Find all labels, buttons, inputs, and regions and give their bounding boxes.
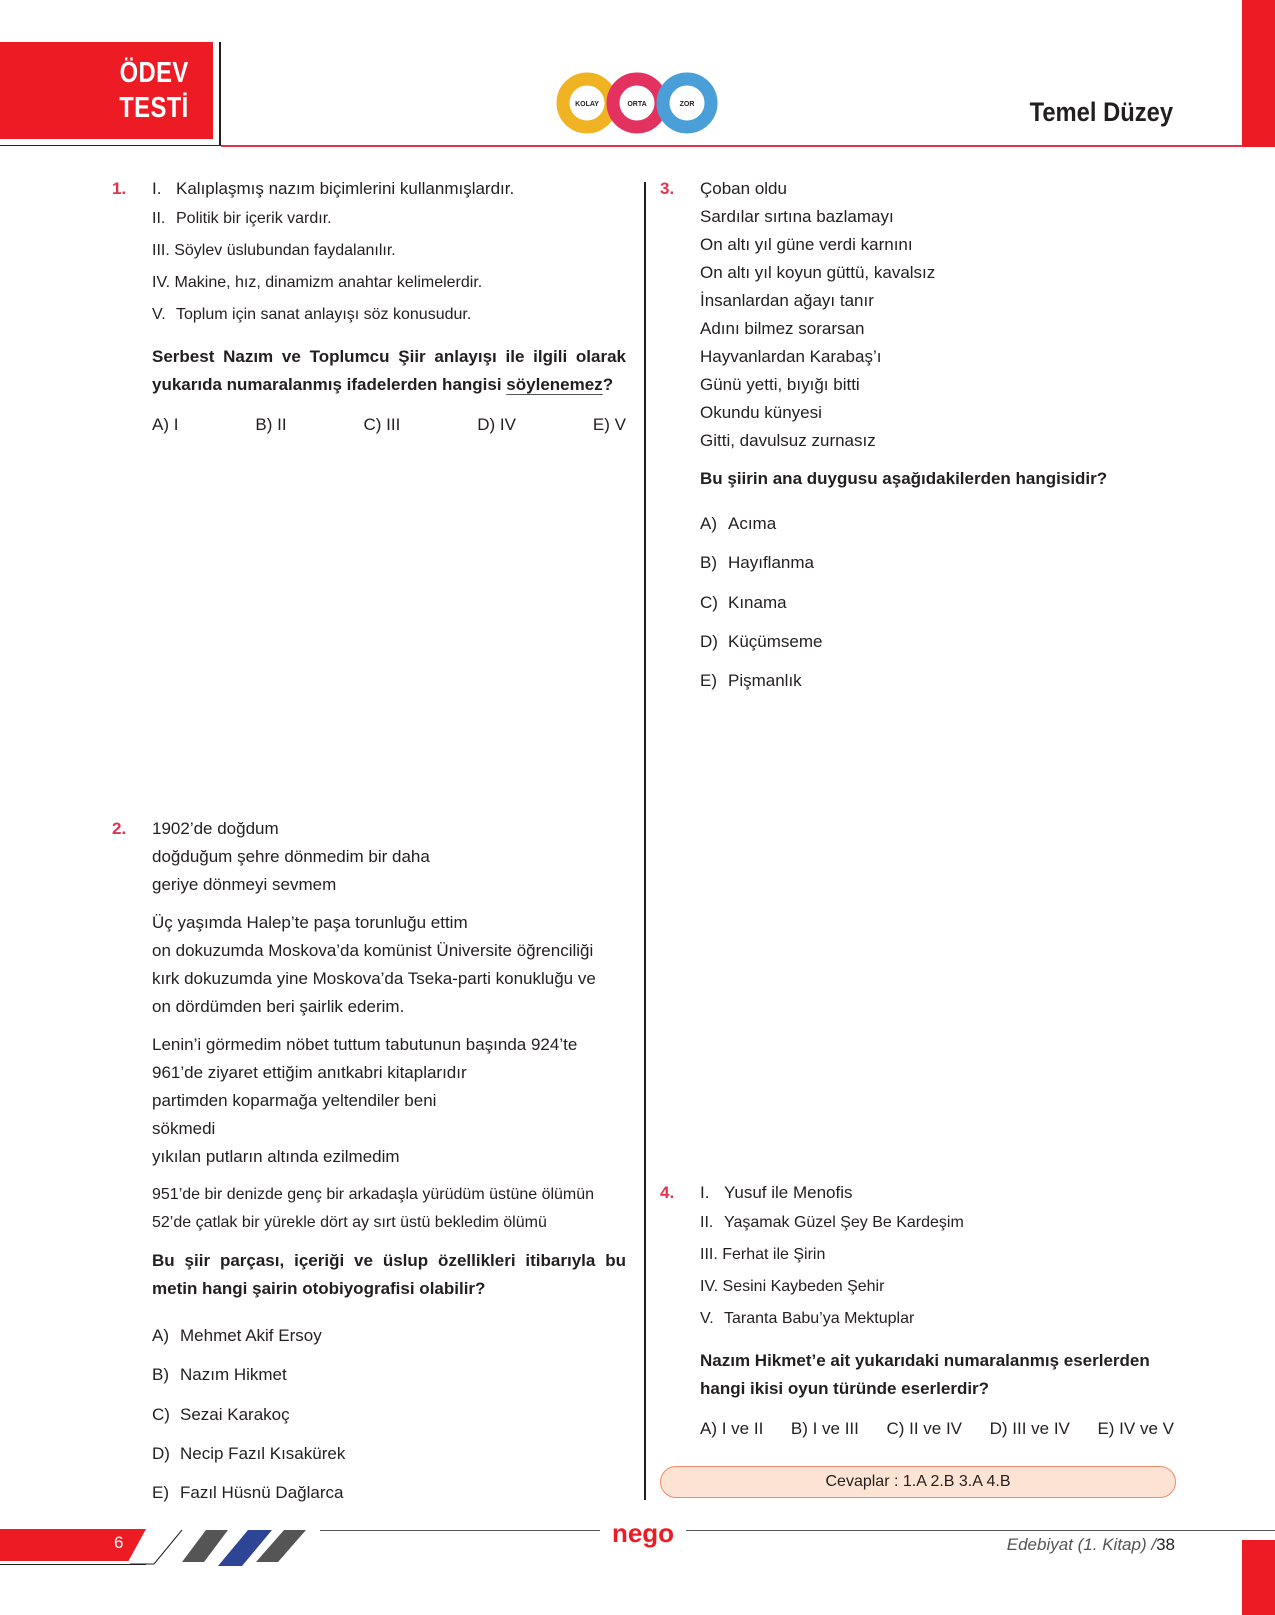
choice-d[interactable]: D) IV [477, 415, 516, 434]
emphasis-underlined: söylenemez [506, 375, 603, 394]
stanza: 1902’de doğdum doğduğum şehre dönmedim bir daha geriye dönmeyi sevmem [152, 819, 430, 894]
footer-page-tab [0, 1529, 146, 1561]
statement: III. Ferhat ile Şirin [700, 1246, 826, 1263]
question-prompt: Bu şiir parçası, içeriği ve üslup özellikleri itibarıyla bu [152, 1251, 626, 1270]
question-prompt-line-2: yukarıda numaralanmış ifadelerden hangisi söylenemez? [152, 375, 614, 394]
ring-label-orta: ORTA [627, 101, 647, 108]
footer-right-tab [1242, 1540, 1275, 1615]
question-number: 2. [112, 819, 127, 838]
header-right-tab [1242, 0, 1275, 147]
choice-a[interactable]: A) I [152, 415, 179, 434]
difficulty-level-title: Temel Düzey [1029, 97, 1173, 127]
ring-label-kolay: KOLAY [575, 101, 599, 108]
header-badge-title [120, 56, 189, 126]
header-rule [221, 145, 1244, 147]
question-prompt-line-2: metin hangi şairin otobiyografisi olabilir? [152, 1279, 486, 1298]
question-number: 1. [112, 179, 127, 198]
statement: IV. Makine, hız, dinamizm anahtar kelimelerdir. [152, 274, 483, 291]
answer-choices [152, 1316, 626, 1512]
ring-label-zor: ZOR [679, 101, 695, 108]
choice-d[interactable]: D) III ve IV [989, 1419, 1070, 1438]
answer-choices [152, 415, 626, 435]
decorative-stripes-icon [130, 1528, 330, 1568]
choice-d[interactable]: D) Necip Fazıl Kısakürek [152, 1443, 346, 1463]
choice-c[interactable]: C) II ve IV [886, 1419, 963, 1438]
question-prompt: Nazım Hikmet’e ait yukarıdaki numaralanmış eserlerden [700, 1351, 1150, 1370]
footer-rule-left [0, 1564, 146, 1565]
stanza: Üç yaşımda Halep’te paşa torunluğu ettim on dokuzumda Moskova’da komünist Üniversite öğrenciliği kırk dokuzumda yine Moskova’da Tseka-parti konukluğu ve on dördümden beri şairlik ederim. [152, 913, 596, 1016]
answer-key: Cevaplar : 1.A 2.B 3.A 4.B [660, 1466, 1176, 1498]
choice-a[interactable]: A) I ve II [700, 1419, 764, 1438]
choice-a[interactable]: A) Acıma [700, 514, 777, 533]
badge-line-1: ÖDEV [119, 57, 189, 89]
statement: V. Taranta Babu’ya Mektuplar [700, 1310, 915, 1327]
statement: I. Kalıplaşmış nazım biçimlerini kullanmışlardır. [152, 179, 515, 198]
statement: II. Yaşamak Güzel Şey Be Kardeşim [700, 1214, 964, 1231]
badge-line-2: TESTİ [119, 92, 189, 124]
choice-b[interactable]: B) II [255, 415, 287, 434]
page-number: 6 [114, 1533, 124, 1552]
statement: IV. Sesini Kaybeden Şehir [700, 1278, 885, 1295]
choice-b[interactable]: B) Nazım Hikmet [152, 1365, 287, 1385]
choice-b[interactable]: B) I ve III [790, 1419, 859, 1438]
choice-e[interactable]: E) IV ve V [1097, 1419, 1174, 1438]
statement: II. Politik bir içerik vardır. [152, 210, 332, 227]
question-prompt: Serbest Nazım ve Toplumcu Şiir anlayışı ile ilgili olarak [152, 347, 626, 366]
choice-b[interactable]: B) Hayıflanma [700, 553, 814, 573]
answer-choices [700, 1419, 1174, 1439]
question-4-body [700, 1179, 1174, 1439]
answer-choices [700, 504, 1174, 700]
ring-zor [663, 79, 711, 127]
ring-orta [613, 79, 661, 127]
question-number: 3. [660, 179, 675, 198]
choice-e[interactable]: E) Fazıl Hüsnü Dağlarca [152, 1483, 344, 1503]
book-title: Edebiyat (1. Kitap) /38 [1006, 1535, 1175, 1554]
header-badge-edge [219, 42, 221, 146]
ring-kolay [563, 79, 611, 127]
book-page-number: 38 [1156, 1535, 1175, 1554]
publisher-logo-icon [600, 1516, 686, 1556]
poem: Çoban oldu Sardılar sırtına bazlamayı On altı yıl güne verdi karnını On altı yıl koyun güttü, kavalsız İnsanlardan ağayı tanır Adını bilmez sorarsan Hayvanlardan Karabaş’ı Günü yetti, bıyığı bitti Okundu künyesi Gitti, davulsuz zurnasız [700, 179, 936, 450]
choice-e[interactable]: E) V [592, 415, 626, 434]
choice-c[interactable]: C) Kınama [700, 592, 787, 612]
choice-a[interactable]: A) Mehmet Akif Ersoy [152, 1326, 322, 1345]
header-badge-shadow [0, 145, 221, 146]
question-number: 4. [660, 1183, 675, 1202]
statement: I. Yusuf ile Menofis [700, 1183, 853, 1202]
choice-e[interactable]: E) Pişmanlık [700, 671, 802, 691]
stanza: 951’de bir denizde genç bir arkadaşla yürüdüm üstüne ölümün 52’de çatlak bir yürekle dört ay sırt üstü bekledim ölümü [152, 1186, 595, 1231]
difficulty-rings-icon [556, 70, 718, 136]
publisher-logo-text: nego [611, 1518, 675, 1548]
column-divider [644, 182, 646, 1500]
question-2-body [152, 815, 626, 1512]
question-prompt: Bu şiirin ana duygusu aşağıdakilerden hangisidir? [700, 469, 1108, 488]
footer-rule-right [320, 1530, 1275, 1531]
statement: III. Söylev üslubundan faydalanılır. [152, 242, 396, 259]
question-1-body [152, 175, 626, 435]
choice-c[interactable]: C) III [363, 415, 401, 434]
statement: V. Toplum için sanat anlayışı söz konusudur. [152, 306, 472, 323]
question-3-body [700, 175, 1174, 700]
question-prompt-line-2: hangi ikisi oyun türünde eserlerdir? [700, 1379, 990, 1398]
choice-c[interactable]: C) Sezai Karakoç [152, 1404, 290, 1424]
stanza: Lenin’i görmedim nöbet tuttum tabutunun başında 924’te 961’de ziyaret ettiğim anıtkabri kitaplarıdır partimden koparmağa yeltendiler beni sökmedi yıkılan putların altında ezilmedim [152, 1035, 578, 1166]
choice-d[interactable]: D) Küçümseme [700, 631, 823, 651]
